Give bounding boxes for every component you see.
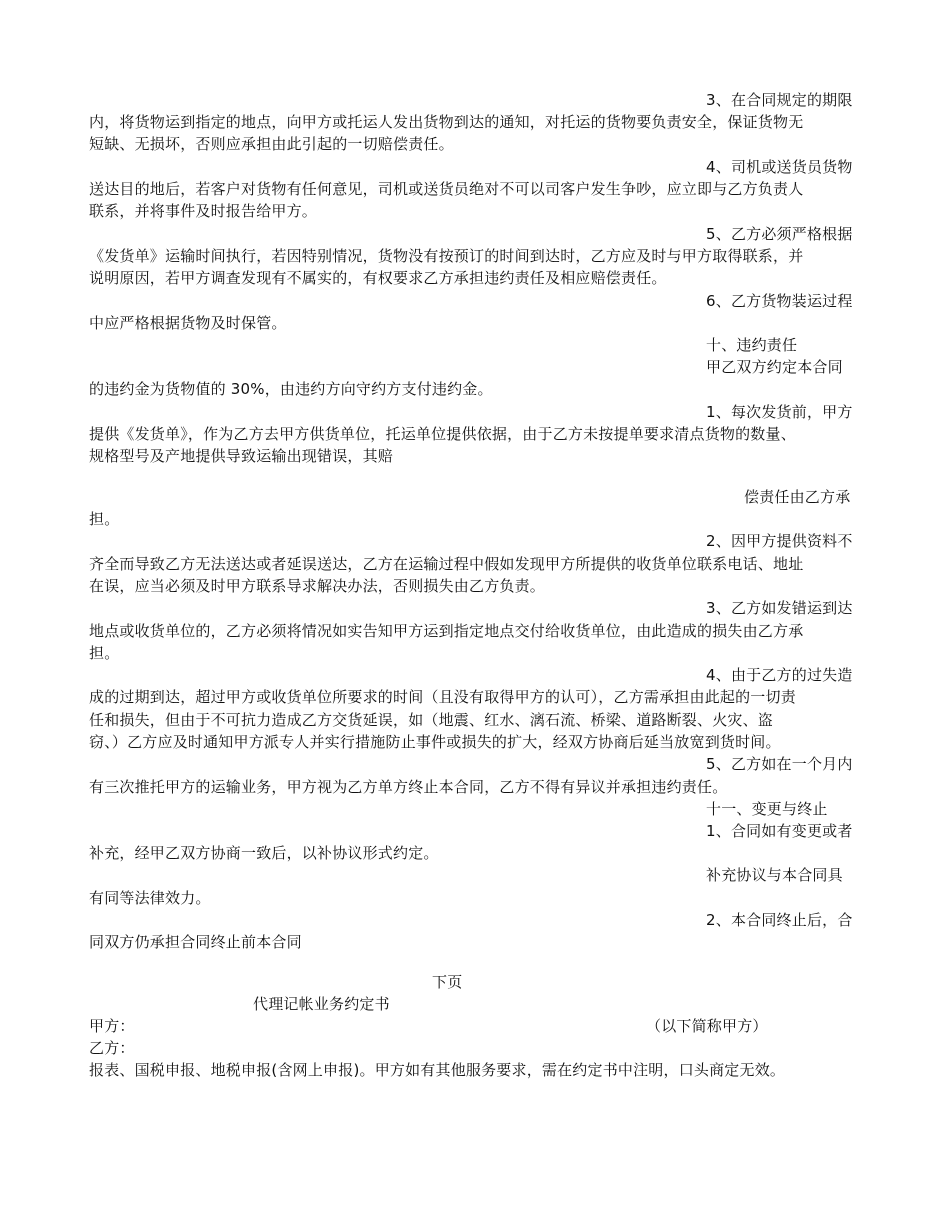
text-line: 有同等法律效力。 [89,889,211,907]
text-line: 成的过期到达，超过甲方或收货单位所要求的时间（且没有取得甲方的认可），乙方需承担由此起的一切责 [89,688,796,706]
party-b-label: 乙方： [89,1039,135,1057]
text-line: 3、乙方如发错运到达 [706,599,853,617]
text-line: 担。 [89,644,120,662]
text-line: 4、司机或送货员货物 [706,158,853,176]
text-line: 4、由于乙方的过失造 [706,666,853,684]
document-title: 代理记帐业务约定书 [253,995,390,1013]
text-line: 说明原因，若甲方调查发现有不属实的，有权要求乙方承担违约责任及相应赔偿责任。 [89,269,667,287]
text-line: 担。 [89,510,120,528]
text-line: 送达目的地后，若客户对货物有任何意见，司机或送货员绝对不可以司客户发生争吵，应立即与乙方负责人 [89,180,804,198]
party-a-label: 甲方： [89,1017,135,1035]
text-line: 中应严格根据货物及时保管。 [89,314,287,332]
text-line: 6、乙方货物装运过程 [706,292,853,310]
text-line: 联系，并将事件及时报告给甲方。 [89,202,318,220]
section-heading: 十、违约责任 [706,336,798,354]
text-line: 短缺、无损坏，否则应承担由此引起的一切赔偿责任。 [89,135,454,153]
text-line: 2、本合同终止后，合 [706,911,853,929]
text-line: 地点或收货单位的，乙方必须将情况如实告知甲方运到指定地点交付给收货单位，由此造成的损失由乙方承 [89,622,804,640]
text-line: 偿责任由乙方承 [744,488,851,506]
text-line: 任和损失，但由于不可抗力造成乙方交货延误，如（地震、红水、漓石流、桥梁、道路断裂、火灾、盗 [89,711,774,729]
section-heading: 十一、变更与终止 [706,800,828,818]
text-line: 提供《发货单》，作为乙方去甲方供货单位，托运单位提供依据，由于乙方未按提单要求清点货物的数量、 [89,425,796,443]
text-line: 窃、）乙方应及时通知甲方派专人并实行措施防止事件或损失的扩大，经双方协商后延当放宽到货时间。 [89,733,781,751]
text-line: 1、每次发货前，甲方 [706,403,853,421]
text-line: 规格型号及产地提供导致运输出现错误，其赔 [89,447,394,465]
next-page-label: 下页 [432,973,463,991]
text-line: 5、乙方必须严格根据 [706,225,853,243]
text-line: 3、在合同规定的期限 [706,91,853,109]
text-line: 5、乙方如在一个月内 [706,755,853,773]
text-line: 《发货单》运输时间执行，若因特别情况，货物没有按预订的时间到达时，乙方应及时与甲方取得联系，并 [89,247,804,265]
text-line: 1、合同如有变更或者 [706,822,853,840]
text-line: 2、因甲方提供资料不 [706,532,853,550]
party-a-note: （以下简称甲方） [646,1017,768,1035]
text-line: 补充，经甲乙双方协商一致后，以补协议形式约定。 [89,844,439,862]
text-line: 内，将货物运到指定的地点，向甲方或托运人发出货物到达的通知，对托运的货物要负责安全，保证货物无 [89,113,804,131]
text-line: 齐全而导致乙方无法送达或者延误送达，乙方在运输过程中假如发现甲方所提供的收货单位联系电话、地址 [89,555,804,573]
text-line: 同双方仍承担合同终止前本合同 [89,933,302,951]
text-line: 补充协议与本合同具 [706,866,843,884]
text-line: 甲乙双方约定本合同 [706,358,843,376]
text-line: 的违约金为货物值的 30%，由违约方向守约方支付违约金。 [89,380,493,398]
text-line: 在误，应当必须及时甲方联系导求解决办法，否则损失由乙方负责。 [89,577,546,595]
text-line: 报表、国税申报、地税申报(含网上申报)。甲方如有其他服务要求，需在约定书中注明，口头商定无效。 [89,1061,786,1079]
text-line: 有三次推托甲方的运输业务，甲方视为乙方单方终止本合同，乙方不得有异议并承担违约责任。 [89,778,728,796]
